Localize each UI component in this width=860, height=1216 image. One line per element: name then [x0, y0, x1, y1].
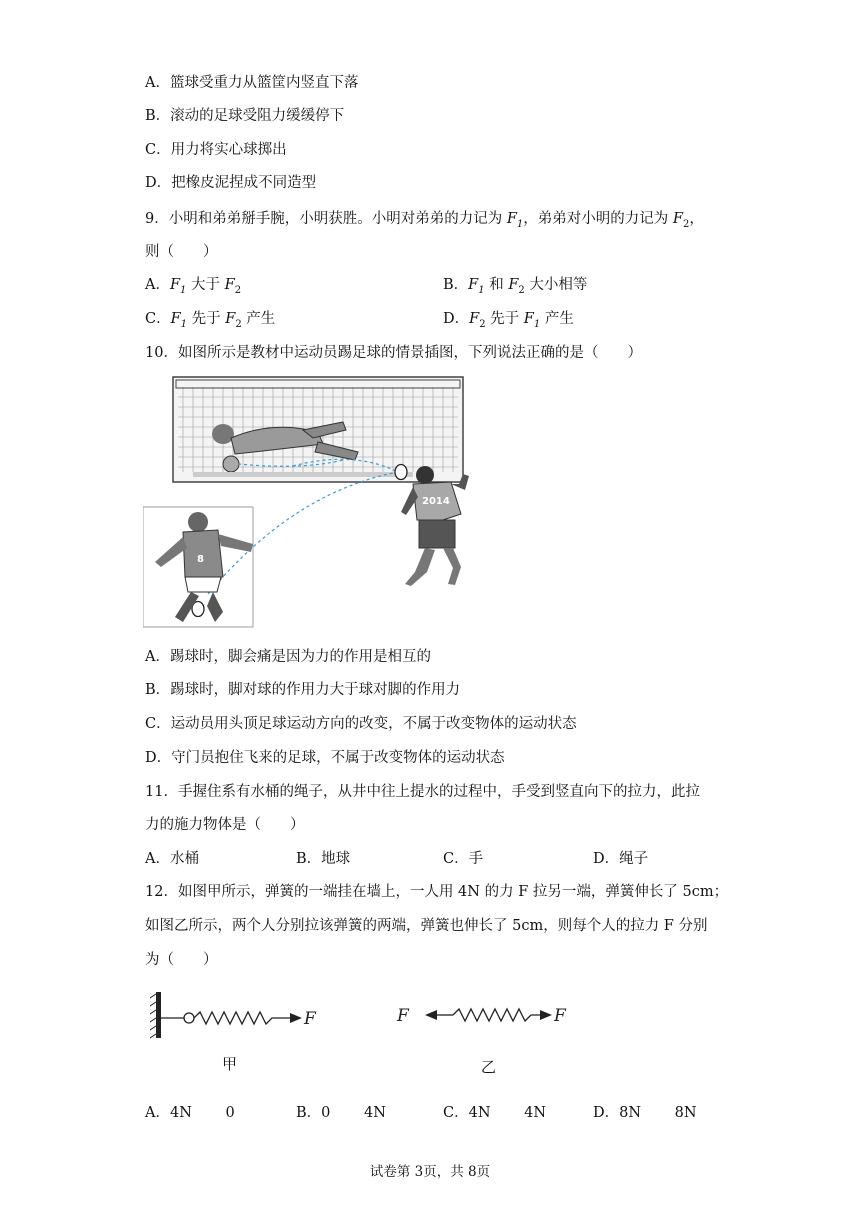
- q9-option-d: [443, 309, 574, 335]
- q11-stem-line1: 11．手握住系有水桶的绳子，从井中往上提水的过程中，手受到竖直向下的拉力，此拉: [145, 784, 700, 800]
- option-text: 产生: [241, 311, 276, 327]
- var-f: F: [170, 311, 181, 327]
- q12-stem-line3: 为（ ）: [145, 952, 218, 968]
- jersey-number: 2014: [422, 496, 450, 507]
- q9-stem-line2: 则（ ）: [145, 244, 218, 260]
- q8-option-c: C．用力将实心球掷出: [145, 142, 287, 158]
- q11-option-d: D．绳子: [593, 851, 649, 867]
- spring-figure-yi: [395, 995, 580, 1035]
- option-letter: A．: [145, 277, 170, 293]
- var-f: F: [224, 277, 235, 293]
- q9-stem-text-2: ，弟弟对小明的力记为: [523, 211, 673, 227]
- q8-option-b: B．滚动的足球受阻力缓缓停下: [145, 108, 345, 124]
- arrow-right-icon: [290, 1013, 302, 1023]
- q9-stem-text-3: ，: [689, 211, 704, 227]
- option-text: 先于: [485, 311, 524, 327]
- q8-option-d: D．把橡皮泥捏成不同造型: [145, 175, 317, 191]
- var-sub: 2: [234, 284, 242, 296]
- ball-icon: [395, 465, 407, 480]
- spring: [453, 1009, 540, 1021]
- q9-stem-text-1: 9．小明和弟弟掰手腕，小明获胜。小明对弟弟的力记为: [145, 211, 507, 227]
- q12-stem-line1: 12．如图甲所示，弹簧的一端挂在墙上，一人用 4N 的力 F 拉另一端，弹簧伸长了 5cm；: [145, 884, 729, 900]
- var-sub: 1: [180, 284, 187, 296]
- spring-figure-jia: [150, 990, 330, 1040]
- q12-stem-line2: 如图乙所示，两个人分别拉该弹簧的两端，弹簧也伸长了 5cm，则每个人的拉力 F 分别: [145, 918, 708, 934]
- arrow-left-icon: [425, 1010, 437, 1020]
- var-f: F: [169, 277, 181, 293]
- option-text: 大小相等: [524, 277, 588, 293]
- q12-option-c: C．4N 4N: [443, 1105, 547, 1121]
- var-f: F: [672, 211, 683, 227]
- var-f: F: [506, 211, 517, 227]
- q10-option-b: B．踢球时，脚对球的作用力大于球对脚的作用力: [145, 682, 461, 698]
- q10-option-c: C．运动员用头顶足球运动方向的改变，不属于改变物体的运动状态: [145, 716, 577, 732]
- var-sub: 2: [479, 318, 486, 330]
- var-sub: 1: [533, 318, 541, 330]
- force-label: F: [397, 1006, 409, 1026]
- option-text: 产生: [540, 311, 574, 327]
- q10-stem: 10．如图所示是教材中运动员踢足球的情景插图，下列说法正确的是（ ）: [145, 345, 642, 361]
- q11-stem-line2: 力的施力物体是（ ）: [145, 817, 305, 833]
- var-f: F: [469, 311, 480, 327]
- caption-jia: 甲: [222, 1055, 238, 1073]
- var-sub: 1: [180, 318, 188, 330]
- caption-yi: 乙: [481, 1058, 497, 1076]
- var-f: F: [225, 311, 236, 327]
- var-f: F: [523, 311, 534, 327]
- option-letter: D．: [443, 311, 470, 327]
- q12-option-b: B．0 4N: [296, 1105, 386, 1121]
- var-sub: 2: [518, 284, 525, 296]
- force-label: F: [554, 1006, 566, 1026]
- q11-option-b: B．地球: [296, 851, 351, 867]
- var-f: F: [468, 277, 479, 293]
- page-footer: 试卷第 3页，共 8页: [369, 1164, 491, 1180]
- q11-option-a: A．水桶: [145, 851, 199, 867]
- option-text: 和: [484, 277, 509, 293]
- ball-trajectory-3: [208, 472, 398, 594]
- q9-option-b: [443, 275, 587, 301]
- var-sub: 2: [235, 318, 242, 330]
- q8-option-a: A．篮球受重力从篮筐内竖直下落: [145, 75, 359, 91]
- spring: [194, 1012, 290, 1024]
- var-f: F: [508, 277, 519, 293]
- option-text: 大于: [186, 277, 225, 293]
- var-sub: 2: [682, 218, 690, 230]
- option-letter: B．: [443, 277, 469, 293]
- soccer-illustration: [143, 372, 483, 634]
- var-sub: 1: [478, 284, 485, 296]
- q9-option-a: [145, 275, 241, 301]
- arrow-right-icon: [540, 1010, 552, 1020]
- option-text: 先于: [187, 311, 226, 327]
- q12-option-a: A．4N 0: [145, 1105, 235, 1121]
- var-sub: 1: [516, 218, 524, 230]
- q9-option-c: [145, 309, 275, 335]
- force-label: F: [304, 1009, 316, 1029]
- q9-stem-line1: [145, 209, 704, 235]
- q12-option-d: D．8N 8N: [593, 1105, 697, 1121]
- q10-option-d: D．守门员抱住飞来的足球，不属于改变物体的运动状态: [145, 750, 505, 766]
- option-letter: C．: [145, 311, 171, 327]
- player-number: 8: [197, 554, 204, 565]
- heading-player-figure: [401, 466, 469, 586]
- q11-option-c: C．手: [443, 851, 484, 867]
- q10-option-a: A．踢球时，脚会痛是因为力的作用是相互的: [145, 649, 431, 665]
